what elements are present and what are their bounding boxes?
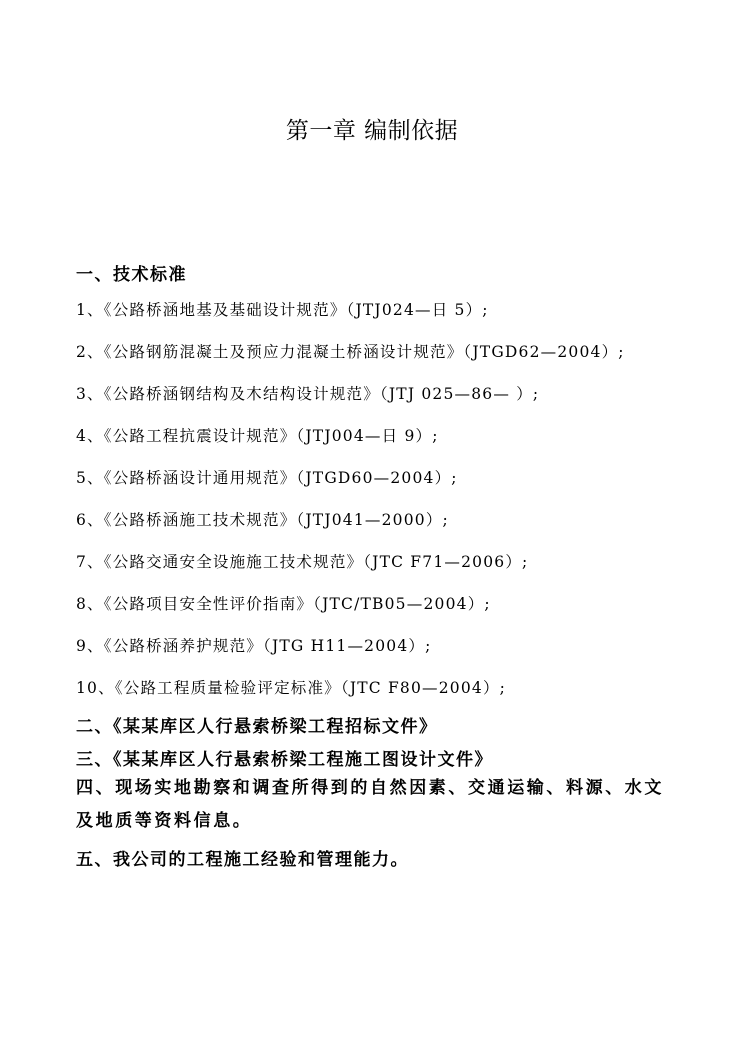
section-heading-technical-standards: 一、技术标准 bbox=[76, 265, 187, 285]
chapter-title: 第一章 编制依据 bbox=[285, 118, 459, 144]
standard-item-6: 6、《公路桥涵施工技术规范》（JTJ041—2000）; bbox=[76, 511, 449, 529]
section-company-ability: 五、我公司的工程施工经验和管理能力。 bbox=[76, 850, 409, 870]
standard-item-10: 10、《公路工程质量检验评定标准》（JTC F80—2004）; bbox=[76, 679, 507, 697]
standard-item-2: 2、《公路钢筋混凝土及预应力混凝土桥涵设计规范》（JTGD62—2004）; bbox=[76, 343, 625, 361]
standard-item-8: 8、《公路项目安全性评价指南》（JTC/TB05—2004）; bbox=[76, 595, 491, 613]
standard-item-9: 9、《公路桥涵养护规范》（JTG H11—2004）; bbox=[76, 637, 432, 655]
standard-item-5: 5、《公路桥涵设计通用规范》（JTGD60—2004）; bbox=[76, 469, 458, 487]
standard-item-7: 7、《公路交通安全设施施工技术规范》（JTC F71—2006）; bbox=[76, 553, 529, 571]
standard-item-3: 3、《公路桥涵钢结构及木结构设计规范》（JTJ 025—86— ）; bbox=[76, 385, 540, 403]
section-design-documents: 三、《某某库区人行悬索桥梁工程施工图设计文件》 bbox=[76, 750, 493, 770]
section-tender-documents: 二、《某某库区人行悬索桥梁工程招标文件》 bbox=[76, 717, 438, 737]
standard-item-4: 4、《公路工程抗震设计规范》（JTJ004—日 9）; bbox=[76, 427, 439, 445]
standard-item-1: 1、《公路桥涵地基及基础设计规范》（JTJ024—日 5）; bbox=[76, 301, 489, 319]
section-site-survey: 四、现场实地勘察和调查所得到的自然因素、交通运输、料源、水文及地质等资料信息。 bbox=[76, 778, 664, 831]
